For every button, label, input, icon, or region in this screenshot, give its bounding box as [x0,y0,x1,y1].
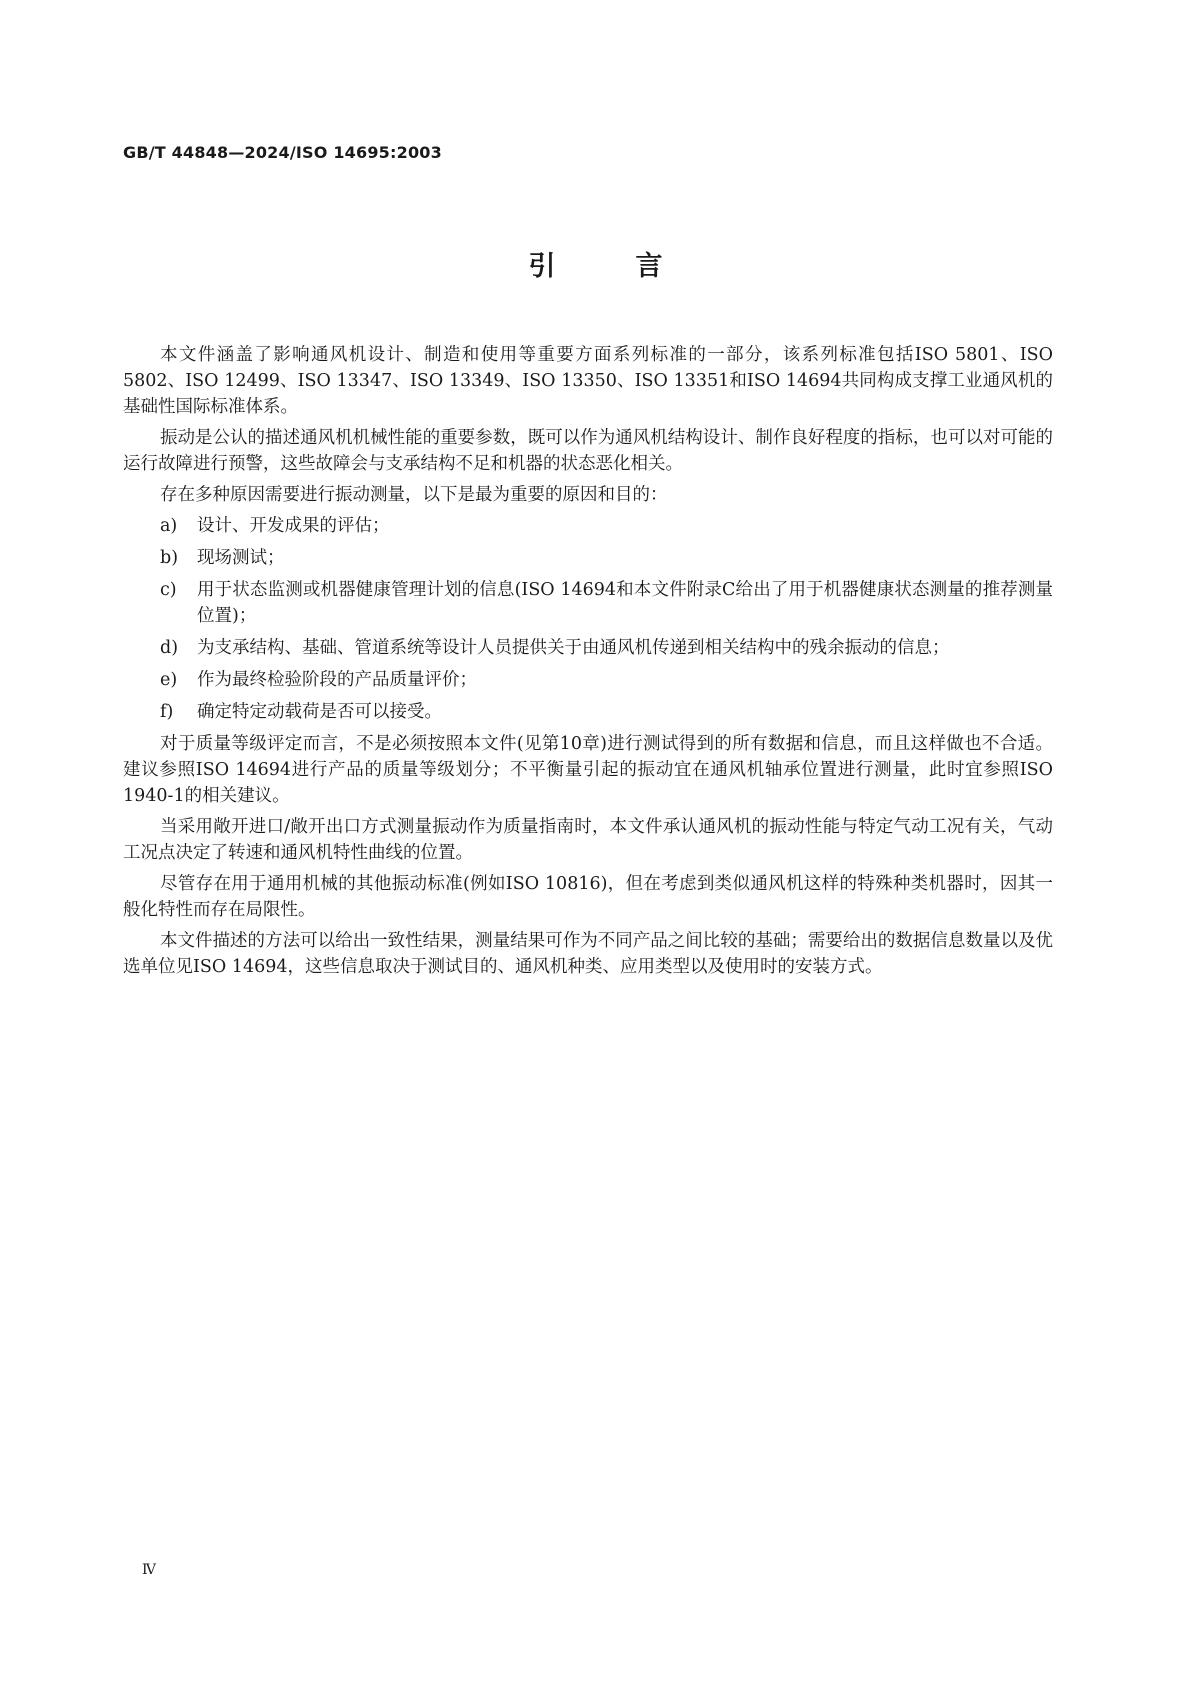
page-number: Ⅳ [142,1562,156,1578]
list-item-text: 现场测试； [197,548,285,568]
list-item [123,545,1053,571]
list-item-text: 用于状态监测或机器健康管理计划的信息(ISO 14694和本文件附录C给出了用于机器健康状态测量的推荐测量位置)； [197,580,1053,626]
paragraph-other-standards: 尽管存在用于通用机械的其他振动标准(例如ISO 10816)，但在考虑到类似通风机这样的特殊种类机器时，因其一般化特性而存在局限性。 [123,874,1053,920]
list-item-text: 作为最终检验阶段的产品质量评价； [197,670,477,690]
paragraph-reasons-intro: 存在多种原因需要进行振动测量，以下是最为重要的原因和目的： [160,485,668,505]
list-item [123,577,1053,629]
list-marker: b) [160,548,179,568]
title-char-2: 言 [635,251,663,282]
list-marker: a) [160,516,178,536]
list-item-text: 确定特定动载荷是否可以接受。 [197,702,442,722]
paragraph-quality-grading: 对于质量等级评定而言，不是必须按照本文件(见第10章)进行测试得到的所有数据和信息，而且这样做也不合适。建议参照ISO 14694进行产品的质量等级划分；不平衡量引起的振动宜在通风机轴承位置进行测量，此时宜参照ISO 1940-1的相关建议。 [123,734,1053,806]
paragraph-scope: 本文件涵盖了影响通风机设计、制造和使用等重要方面系列标准的一部分，该系列标准包括ISO 5801、ISO 5802、ISO 12499、ISO 13347、ISO 13349、ISO 13350、ISO 13351和ISO 14694共同构成支撑工业通风机的基础性国际标准体系。 [123,345,1053,417]
paragraph-method-results: 本文件描述的方法可以给出一致性结果，测量结果可作为不同产品之间比较的基础；需要给出的数据信息数量以及优选单位见ISO 14694，这些信息取决于测试目的、通风机种类、应用类型以及使用时的安装方式。 [123,931,1053,977]
title-char-1: 引 [528,251,556,282]
paragraph-open-inlet-outlet: 当采用敞开进口/敞开出口方式测量振动作为质量指南时，本文件承认通风机的振动性能与特定气动工况有关，气动工况点决定了转速和通风机特性曲线的位置。 [123,817,1053,863]
paragraph-vibration-parameter: 振动是公认的描述通风机机械性能的重要参数，既可以作为通风机结构设计、制作良好程度的指标，也可以对可能的运行故障进行预警，这些故障会与支承结构不足和机器的状态恶化相关。 [123,428,1053,474]
list-item [123,667,1053,693]
list-marker: c) [160,580,177,600]
list-item-text: 设计、开发成果的评估； [197,516,390,536]
introduction-body [123,342,1053,985]
list-marker: e) [160,670,178,690]
page-title [0,244,1191,283]
list-item [123,699,1053,725]
list-item [123,635,1053,661]
reasons-list [123,513,1053,725]
list-marker: d) [160,638,179,658]
list-item-text: 为支承结构、基础、管道系统等设计人员提供关于由通风机传递到相关结构中的残余振动的信息； [197,638,950,658]
list-item [123,513,1053,539]
list-marker: f) [160,702,174,722]
standard-number-header: GB/T 44848—2024/ISO 14695:2003 [123,143,442,162]
